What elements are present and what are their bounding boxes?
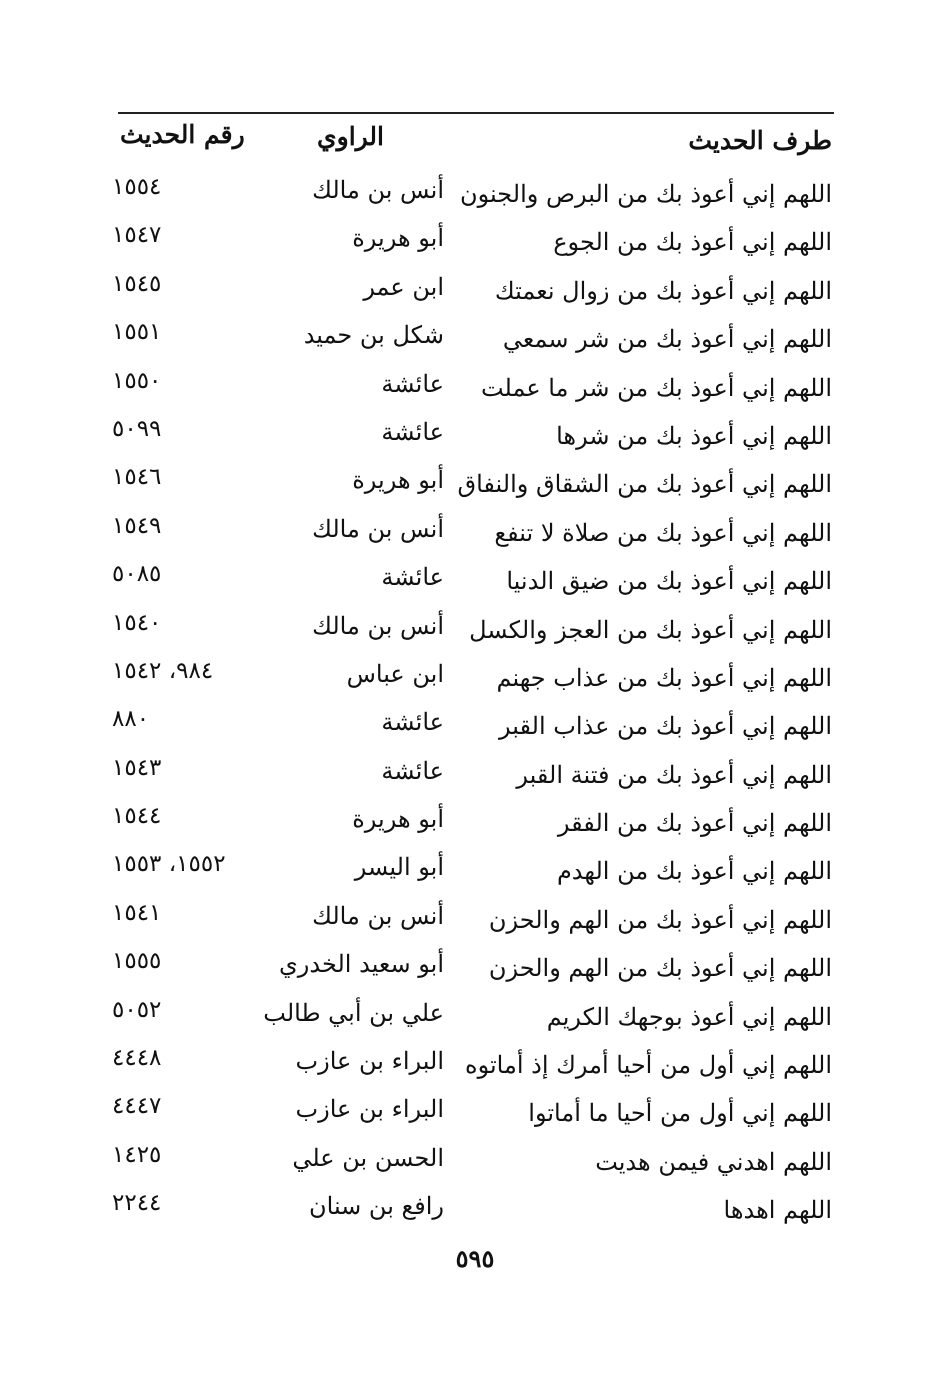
list-item bbox=[0, 1043, 950, 1091]
entry-hadith: اللهم إني أعوذ بك من شرها bbox=[556, 421, 832, 450]
entry-number: ١٥٥١ bbox=[112, 319, 162, 346]
list-item bbox=[0, 1188, 950, 1236]
top-rule bbox=[118, 112, 834, 114]
entry-narrator: عائشة bbox=[381, 708, 444, 737]
header-number: رقم الحديث bbox=[120, 120, 245, 149]
header-hadith: طرف الحديث bbox=[688, 126, 832, 155]
entry-narrator: أبو اليسر bbox=[354, 853, 444, 882]
list-item bbox=[0, 1091, 950, 1139]
entry-narrator: أنس بن مالك bbox=[312, 901, 444, 930]
entry-number: ١٥٥٠ bbox=[112, 367, 162, 394]
list-item bbox=[0, 511, 950, 559]
entry-hadith: اللهم إني أعوذ بك من شر ما عملت bbox=[480, 373, 832, 402]
list-item bbox=[0, 462, 950, 510]
entry-narrator: عائشة bbox=[381, 417, 444, 446]
entry-hadith: اللهم إني أعوذ بك من عذاب جهنم bbox=[496, 663, 832, 692]
entry-number: ٥٠٩٩ bbox=[112, 415, 162, 442]
entry-number: ٨٨٠ bbox=[112, 706, 150, 733]
entry-number: ١٥٥٤ bbox=[112, 174, 162, 200]
list-item bbox=[0, 317, 950, 365]
list-item bbox=[0, 269, 950, 317]
list-item bbox=[0, 608, 950, 656]
header-narrator: الراوي bbox=[317, 122, 384, 151]
entry-number: ٥٠٥٢ bbox=[112, 996, 162, 1023]
entry-narrator: البراء بن عازب bbox=[295, 1047, 444, 1076]
entry-hadith: اللهم إني أعوذ بك من فتنة القبر bbox=[516, 760, 832, 789]
list-item bbox=[0, 366, 950, 414]
entry-number: ١٥٤٣ bbox=[112, 754, 162, 781]
entry-hadith: اللهم إني أعوذ بك من ضيق الدنيا bbox=[506, 567, 832, 596]
list-item bbox=[0, 1140, 950, 1188]
entry-hadith: اللهم إني أعوذ بك من الهم والحزن bbox=[488, 905, 832, 934]
entry-number: ١٥٤٤ bbox=[112, 803, 162, 830]
list-item bbox=[0, 704, 950, 752]
entry-number: ١٥٤٧ bbox=[112, 222, 162, 249]
entry-hadith: اللهم اهدني فيمن هديت bbox=[595, 1147, 832, 1176]
entry-number: ٥٠٨٥ bbox=[112, 561, 162, 588]
entry-hadith: اللهم إني أعوذ بك من العجز والكسل bbox=[469, 615, 832, 644]
entry-narrator: أبو هريرة bbox=[352, 466, 444, 495]
entry-number: ١٥٥٢، ١٥٥٣ bbox=[112, 851, 226, 878]
page-number: ٥٩٥ bbox=[455, 1244, 495, 1273]
list-item bbox=[0, 172, 950, 220]
entry-narrator: أبو هريرة bbox=[352, 224, 444, 253]
entry-number: ١٥٤٦ bbox=[112, 464, 162, 491]
entry-number: ١٥٥٥ bbox=[112, 948, 162, 975]
entry-hadith: اللهم إني أعوذ بك من الفقر bbox=[557, 809, 832, 838]
entry-narrator: علي بن أبي طالب bbox=[263, 998, 444, 1027]
entry-hadith: اللهم إني أعوذ بك من الشقاق والنفاق bbox=[457, 470, 832, 499]
entry-narrator: أبو سعيد الخدري bbox=[279, 950, 444, 979]
entry-narrator: أنس بن مالك bbox=[312, 514, 444, 543]
entry-number: ١٥٤٩ bbox=[112, 512, 162, 539]
entry-number: ٤٤٤٧ bbox=[112, 1093, 162, 1120]
entry-narrator: عائشة bbox=[381, 756, 444, 785]
entry-hadith: اللهم إني أعوذ بك من البرص والجنون bbox=[460, 180, 832, 208]
entry-narrator: عائشة bbox=[381, 563, 444, 592]
entry-number: ١٥٤٥ bbox=[112, 270, 162, 297]
list-item bbox=[0, 559, 950, 607]
list-item bbox=[0, 995, 950, 1043]
entry-narrator: أنس بن مالك bbox=[312, 611, 444, 640]
list-item bbox=[0, 898, 950, 946]
entry-hadith: اللهم إني أول من أحيا ما أماتوا bbox=[528, 1099, 832, 1128]
entry-number: ١٥٤٠ bbox=[112, 609, 162, 636]
entry-narrator: الحسن بن علي bbox=[292, 1143, 444, 1172]
entry-narrator: ابن عباس bbox=[346, 659, 444, 688]
list-item bbox=[0, 656, 950, 704]
entry-hadith: اللهم إني أعوذ بك من الجوع bbox=[553, 228, 832, 257]
entry-narrator: رافع بن سنان bbox=[309, 1192, 444, 1221]
entry-hadith: اللهم إني أعوذ بك من صلاة لا تنفع bbox=[494, 518, 832, 547]
entry-number: ١٤٢٥ bbox=[112, 1141, 162, 1168]
index-list bbox=[0, 172, 950, 1237]
entry-narrator: شكل بن حميد bbox=[303, 321, 444, 350]
list-item bbox=[0, 753, 950, 801]
list-item bbox=[0, 801, 950, 849]
entry-number: ٤٤٤٨ bbox=[112, 1045, 162, 1072]
list-item bbox=[0, 849, 950, 897]
entry-narrator: أنس بن مالك bbox=[312, 176, 444, 204]
entry-hadith: اللهم اهدها bbox=[723, 1196, 832, 1225]
entry-number: ٩٨٤، ١٥٤٢ bbox=[112, 657, 214, 684]
entry-hadith: اللهم إني أول من أحيا أمرك إذ أماتوه bbox=[465, 1051, 832, 1080]
table-header bbox=[0, 118, 950, 168]
entry-hadith: اللهم إني أعوذ بوجهك الكريم bbox=[546, 1002, 832, 1031]
entry-number: ٢٢٤٤ bbox=[112, 1190, 162, 1217]
entry-narrator: ابن عمر bbox=[363, 272, 444, 301]
entry-hadith: اللهم إني أعوذ بك من زوال نعمتك bbox=[494, 276, 832, 305]
entry-hadith: اللهم إني أعوذ بك من الهدم bbox=[556, 857, 832, 886]
list-item bbox=[0, 946, 950, 994]
entry-narrator: أبو هريرة bbox=[352, 805, 444, 834]
entry-hadith: اللهم إني أعوذ بك من شر سمعي bbox=[502, 325, 832, 354]
entry-hadith: اللهم إني أعوذ بك من الهم والحزن bbox=[488, 954, 832, 983]
entry-narrator: عائشة bbox=[381, 369, 444, 398]
entry-narrator: البراء بن عازب bbox=[295, 1095, 444, 1124]
entry-hadith: اللهم إني أعوذ بك من عذاب القبر bbox=[499, 712, 832, 741]
list-item bbox=[0, 414, 950, 462]
list-item bbox=[0, 220, 950, 268]
entry-number: ١٥٤١ bbox=[112, 899, 162, 926]
